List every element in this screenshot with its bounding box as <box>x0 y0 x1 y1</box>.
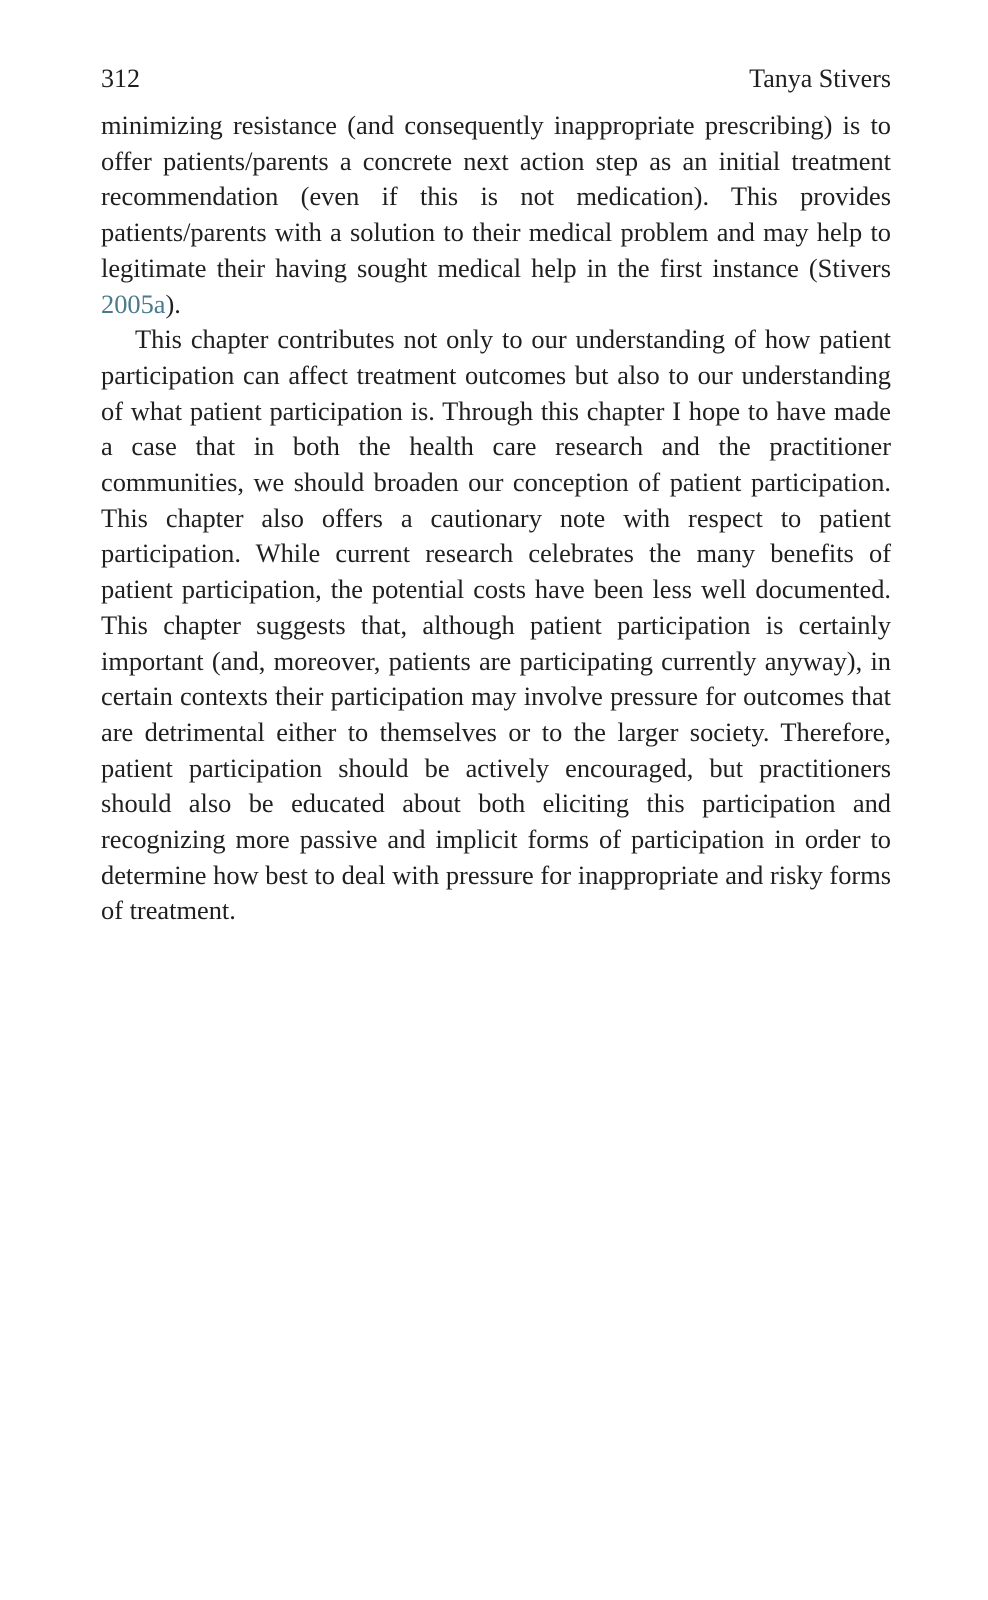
paragraph: This chapter contributes not only to our understanding of how patient participation can affect treatment outcomes but also to our understanding of what patient participation is. Through this chapter I hope to have made a case that in both the health care research and the practitioner communities, we should broaden our conception of patient participation. This chapter also offers a cautionary note with respect to patient participation. While current research celebrates the many benefits of patient participation, the potential costs have been less well documented. This chapter suggests that, although patient participation is certainly important (and, moreover, patients are participating currently anyway), in certain contexts their participation may involve pressure for outcomes that are detrimental either to themselves or to the larger society. Therefore, patient participation should be actively encouraged, but practitioners should also be educated about both eliciting this participation and recognizing more passive and implicit forms of participation in order to determine how best to deal with pressure for inappropriate and risky forms of treatment. <box>101 324 891 926</box>
running-head <box>101 62 891 108</box>
paragraph-text-end: ). <box>165 288 181 319</box>
page-number: 312 <box>101 64 140 93</box>
running-head-author: Tanya Stivers <box>749 64 891 93</box>
paragraph-text: minimizing resistance (and consequently inappropriate prescribing) is to offer patients/parents a concrete next action step as an initial treatment recommendation (even if this is not medication). This provides patients/parents with a solution to their medical problem and may help to legitimate their having sought medical help in the first instance (Stivers <box>101 110 891 283</box>
paragraph-continued <box>101 108 891 322</box>
body-text <box>101 108 891 929</box>
book-page <box>101 62 891 929</box>
citation-link[interactable]: 2005a <box>101 288 166 319</box>
